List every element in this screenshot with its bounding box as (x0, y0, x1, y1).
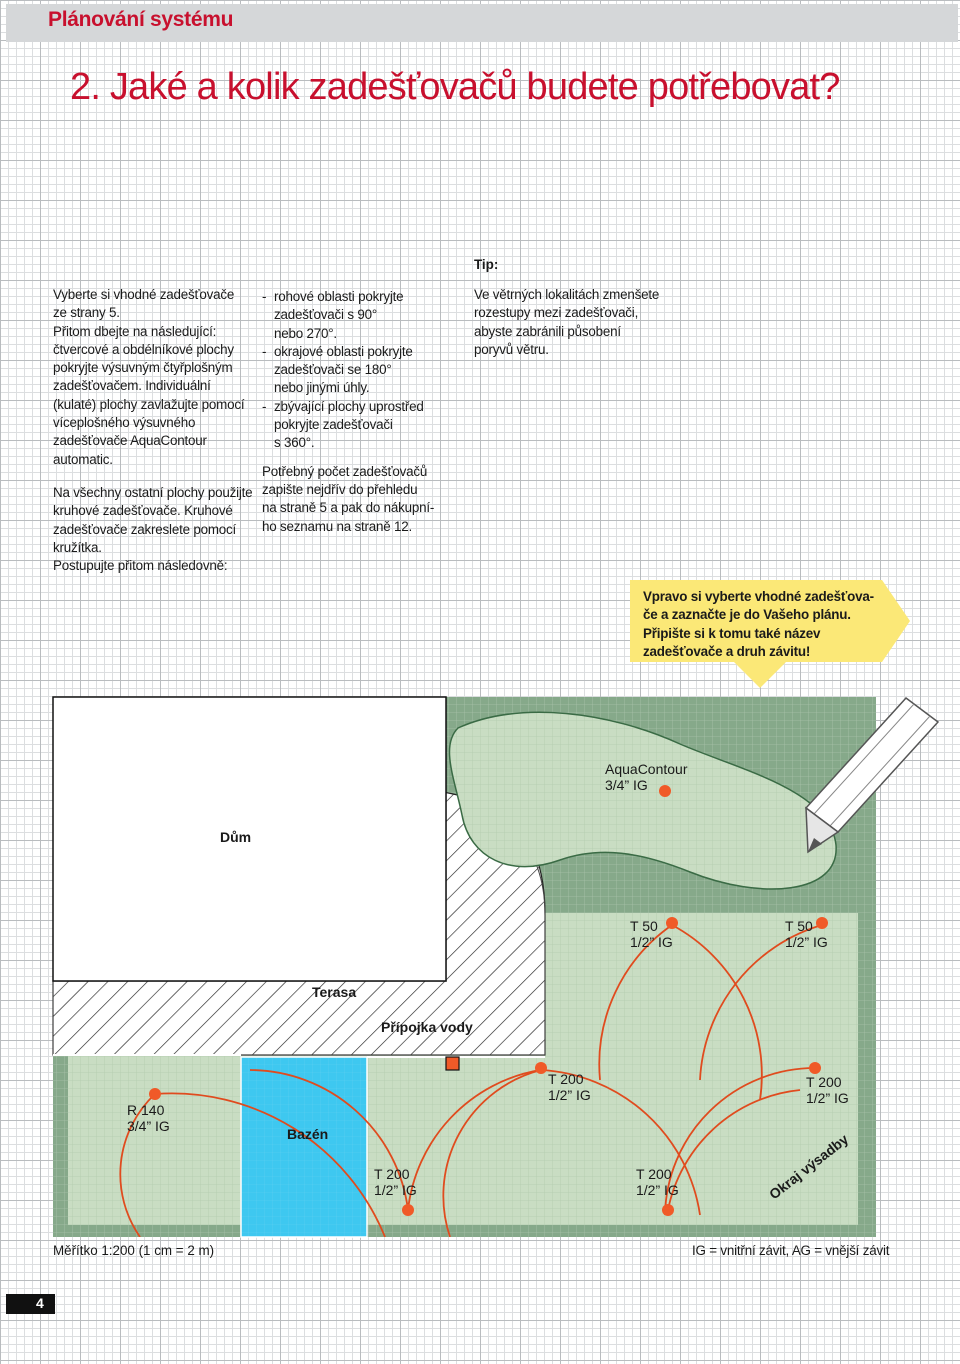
text-line: če a zaznačte je do Vašeho plánu. (643, 607, 851, 623)
sprinkler-t50-2 (816, 917, 828, 929)
sprinkler-t200-4 (662, 1204, 674, 1216)
sprinkler-name: T 200 (806, 1074, 842, 1090)
text-line: zadešťovače AquaContour (53, 433, 207, 449)
sprinkler-thread: 1/2” IG (630, 934, 673, 950)
text-line: zbývající plochy uprostřed (274, 398, 424, 414)
sprinkler-name: R 140 (127, 1102, 165, 1118)
sprinkler-name: T 200 (374, 1166, 410, 1182)
text-line: pokryjte zadešťovači (274, 417, 393, 433)
text-line: poryvů větru. (474, 341, 549, 357)
text-line: pokryjte výsuvným čtyřplošným (53, 360, 233, 376)
text-line: (kulaté) plochy zavlažujte pomocí (53, 396, 245, 412)
text-line: nebo jinými úhly. (274, 380, 370, 396)
text-line: Postupujte přitom následovně: (53, 558, 228, 574)
sprinkler-name: AquaContour (605, 761, 688, 777)
sprinkler-t200-2 (809, 1062, 821, 1074)
terrace-label: Terasa (312, 984, 357, 1000)
text-line: zadešťovačem. Individuální (53, 378, 211, 394)
planting-edge-label: Okraj výsadby (765, 1130, 852, 1203)
page-title: 2. Jaké a kolik zadešťovačů budete potřebovat? (70, 66, 840, 108)
text-line: Potřebný počet zadešťovačů (262, 463, 428, 479)
page-number-box (6, 1294, 55, 1314)
sprinkler-aquacontour (659, 785, 671, 797)
text-line: abyste zabránili působení (474, 323, 621, 339)
sprinkler-thread: 1/2” IG (374, 1182, 417, 1198)
text-line: Připište si k tomu také název (643, 625, 821, 641)
sprinkler-r140 (149, 1088, 161, 1100)
sprinkler-t200-3 (402, 1204, 414, 1216)
water-connection-icon (446, 1057, 459, 1070)
text-line: ho seznamu na straně 12. (262, 518, 413, 534)
tip-label: Tip: (474, 257, 499, 272)
text-line: zadešťovače zakreslete pomocí (53, 521, 237, 537)
text-line: okrajové oblasti pokryjte (274, 343, 413, 359)
text-line: rozestupy mezi zadešťovači, (474, 305, 639, 321)
text-line: zadešťovače a druh závitu! (643, 643, 811, 659)
text-line: čtvercové a obdélníkové plochy (53, 341, 234, 357)
house-label: Dům (220, 829, 252, 845)
sprinkler-name: T 50 (630, 918, 658, 934)
sprinkler-thread: 3/4” IG (605, 777, 648, 793)
sprinkler-name: T 200 (548, 1071, 584, 1087)
page-number: 4 (36, 1295, 44, 1311)
text-line: zapište nejdřív do přehledu (262, 481, 418, 497)
sprinkler-name: T 50 (785, 918, 813, 934)
sprinkler-thread: 1/2” IG (548, 1087, 591, 1103)
text-line: nebo 270°. (274, 325, 337, 341)
scale-label: Měřítko 1:200 (1 cm = 2 m) (53, 1243, 215, 1258)
text-line: Přitom dbejte na následující: (53, 323, 217, 339)
text-line: zadešťovači s 90° (274, 307, 377, 323)
sprinkler-t200-1 (535, 1062, 547, 1074)
text-line: s 360°. (274, 435, 315, 451)
text-line: kruhové zadešťovače. Kruhové (53, 503, 233, 519)
text-line: ze strany 5. (53, 305, 120, 321)
text-line: Ve větrných lokalitách zmenšete (474, 287, 660, 302)
sprinkler-name: T 200 (636, 1166, 672, 1182)
text-line: Vyberte si vhodné zadešťovače (53, 287, 235, 302)
text-line: zadešťovači se 180° (274, 362, 392, 378)
text-line: Na všechny ostatní plochy použijte (53, 484, 253, 500)
pool (241, 1057, 367, 1237)
thread-legend: IG = vnitřní závit, AG = vnější závit (692, 1243, 890, 1258)
text-line: víceplošného výsuvného (53, 415, 196, 431)
text-line: Vpravo si vyberte vhodné zadešťova- (643, 589, 874, 604)
sprinkler-thread: 1/2” IG (806, 1090, 849, 1106)
sprinkler-thread: 3/4” IG (127, 1118, 170, 1134)
text-line: kružítka. (53, 539, 102, 555)
sprinkler-thread: 1/2” IG (785, 934, 828, 950)
sprinkler-t50-1 (666, 917, 678, 929)
pool-label: Bazén (287, 1126, 329, 1142)
water-connection-label: Přípojka vody (381, 1019, 473, 1035)
sprinkler-thread: 1/2” IG (636, 1182, 679, 1198)
text-line: rohové oblasti pokryjte (274, 289, 404, 304)
text-line: na straně 5 a pak do nákupní- (262, 500, 435, 516)
section-title: Plánování systému (48, 8, 234, 31)
text-line: automatic. (53, 451, 113, 467)
